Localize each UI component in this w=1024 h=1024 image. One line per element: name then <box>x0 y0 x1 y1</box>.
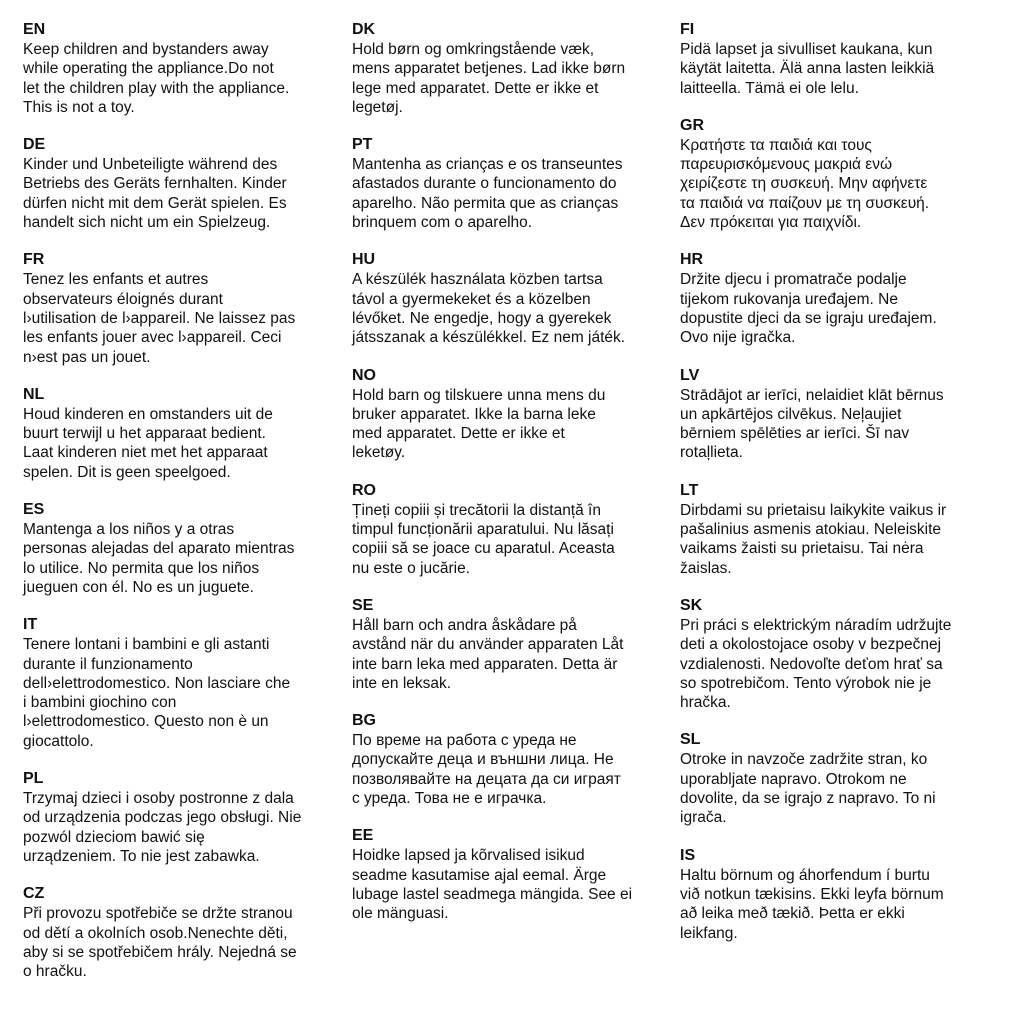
column-1 <box>23 20 343 999</box>
warning-text: Kinder und Unbeteiligte während des Betriebs des Geräts fernhalten. Kinder dürfen nicht mit dem Gerät spielen. Es handelt sich nicht um ein Spielzeug. <box>23 156 287 232</box>
language-code: CZ <box>23 885 45 903</box>
section-gr <box>680 116 1000 232</box>
section-de <box>23 135 343 232</box>
warning-text: Tenere lontani i bambini e gli astanti durante il funzionamento dell›elettrodomestico. Non lasciare che i bambini giochino con l›elettrodomestico. Questo non è un giocattolo. <box>23 636 291 750</box>
language-code: PL <box>23 770 44 788</box>
language-code: BG <box>352 712 376 730</box>
section-sk <box>680 596 1000 712</box>
warning-text: Držite djecu i promatrače podalje tijekom rukovanja uređajem. Ne dopustite djeci da se igraju uređajem. Ovo nije igračka. <box>680 271 937 347</box>
section-en <box>23 20 343 117</box>
language-code: RO <box>352 481 376 499</box>
warning-text: Otroke in navzoče zadržite stran, ko uporabljate napravo. Otrokom ne dovolite, da se igrajo z napravo. To ni igrača. <box>680 751 936 827</box>
warning-text: Trzymaj dzieci i osoby postronne z dala od urządzenia podczas jego obsługi. Nie pozwól dzieciom bawić się urządzeniem. To nie jest zabawka. <box>23 790 302 865</box>
language-code: DE <box>23 136 46 154</box>
column-3 <box>680 20 1000 961</box>
language-code: FR <box>23 251 45 269</box>
language-code: SK <box>680 596 703 614</box>
section-ee <box>352 826 672 923</box>
section-lv <box>680 366 1000 463</box>
warning-text: Håll barn och andra åskådare på avstånd när du använder apparaten Låt inte barn leka med apparaten. Detta är inte en leksak. <box>352 616 624 692</box>
section-sl <box>680 730 1000 827</box>
section-bg <box>352 711 672 808</box>
language-code: SE <box>352 596 374 614</box>
section-fr <box>23 250 343 366</box>
warning-text: По време на работа с уреда не допускайте деца и външни лица. Не позволявайте на децата да си играят с уреда. Това не е играчка. <box>352 732 621 808</box>
section-is <box>680 846 1000 943</box>
language-code: ES <box>23 501 45 519</box>
warning-text: Pri práci s elektrickým náradím udržujte deti a okolostojace osoby v bezpečnej vzdialenosti. Nedovoľte deťom hrať sa so spotrebičom. Tento výrobok nie je hračka. <box>680 616 952 712</box>
section-se <box>352 596 672 693</box>
warning-text: Haltu börnum og áhorfendum í burtu við notkun tækisins. Ekki leyfa börnum að leika með tækið. Þetta er ekki leikfang. <box>680 866 944 942</box>
warning-text: Hold barn og tilskuere unna mens du bruker apparatet. Ikke la barna leke med apparatet. Dette er ikke et leketøy. <box>352 386 606 462</box>
section-pl <box>23 769 343 866</box>
language-code: EE <box>352 827 374 845</box>
section-hr <box>680 250 1000 347</box>
warning-text: Hold børn og omkringstående væk, mens apparatet betjenes. Lad ikke børn lege med apparatet. Dette er ikke et legetøj. <box>352 41 626 116</box>
warning-text: Pidä lapset ja sivulliset kaukana, kun käytät laitetta. Älä anna lasten leikkiä laitteella. Tämä ei ole lelu. <box>680 41 935 97</box>
warning-text: Κρατήστε τα παιδιά και τους παρευρισκόμενους μακριά ενώ χειρίζεστε τη συσκευή. Μην αφήνετε τα παιδιά να παίζουν με τη συσκευή. Δεν πρόκειται για παιχνίδι. <box>680 136 930 232</box>
warning-text: Țineți copiii și trecătorii la distanță în timpul funcționării aparatului. Nu lăsați copiii să se joace cu aparatul. Aceasta nu este o jucărie. <box>352 501 615 577</box>
warning-text: Keep children and bystanders away while operating the appliance.Do not let the children play with the appliance. This is not a toy. <box>23 41 290 116</box>
language-code: HR <box>680 251 704 269</box>
warning-text: Při provozu spotřebiče se držte stranou od dětí a okolních osob.Nenechte děti, aby si se spotřebičem hrály. Nejedná se o hračku. <box>23 905 297 981</box>
warning-text: Strādājot ar ierīci, nelaidiet klāt bērnus un apkārtējos cilvēkus. Neļaujiet bērniem spēlēties ar ierīci. Šī nav rotaļlieta. <box>680 386 944 462</box>
warning-text: Hoidke lapsed ja kõrvalised isikud seadme kasutamise ajal eemal. Ärge lubage lastel seadmega mängida. See ei ole mänguasi. <box>352 847 633 923</box>
section-nl <box>23 385 343 482</box>
language-code: FI <box>680 21 695 38</box>
section-it <box>23 615 343 751</box>
warning-text: Dirbdami su prietaisu laikykite vaikus ir pašalinius asmenis atokiau. Neleiskite vaikams žaisti su prietaisu. Tai nėra žaislas. <box>680 501 947 577</box>
section-fi <box>680 20 1000 98</box>
section-dk <box>352 20 672 117</box>
language-code: LT <box>680 481 699 499</box>
section-es <box>23 500 343 597</box>
warning-text: A készülék használata közben tartsa távol a gyermekeket és a közelben lévőket. Ne engedje, hogy a gyerekek játsszanak a készülékkel. Ez nem játék. <box>352 271 626 347</box>
section-hu <box>352 250 672 347</box>
language-code: NL <box>23 385 45 403</box>
section-cz <box>23 884 343 981</box>
warning-text: Mantenga a los niños y a otras personas alejadas del aparato mientras lo utilice. No permita que los niños jueguen con él. No es un juguete. <box>23 521 295 596</box>
warning-text: Tenez les enfants et autres observateurs éloignés durant l›utilisation de l›appareil. Ne laissez pas les enfants jouer avec l›appareil. Ceci n›est pas un jouet. <box>23 271 296 366</box>
section-lt <box>680 481 1000 578</box>
language-code: HU <box>352 251 376 269</box>
warning-text: Mantenha as crianças e os transeuntes afastados durante o funcionamento do aparelho. Não permita que as crianças brinquem com o aparelho. <box>352 156 623 232</box>
language-code: EN <box>23 21 46 38</box>
column-2 <box>352 20 672 942</box>
language-code: SL <box>680 731 701 749</box>
language-code: DK <box>352 21 376 38</box>
section-pt <box>352 135 672 232</box>
language-code: LV <box>680 366 700 384</box>
language-code: IT <box>23 616 38 634</box>
warning-text: Houd kinderen en omstanders uit de buurt terwijl u het apparaat bedient. Laat kinderen niet met het apparaat spelen. Dit is geen speelgoed. <box>23 405 273 481</box>
language-code: NO <box>352 366 376 384</box>
language-code: PT <box>352 136 373 154</box>
section-ro <box>352 481 672 578</box>
language-code: GR <box>680 116 704 134</box>
language-code: IS <box>680 846 696 864</box>
section-no <box>352 366 672 463</box>
